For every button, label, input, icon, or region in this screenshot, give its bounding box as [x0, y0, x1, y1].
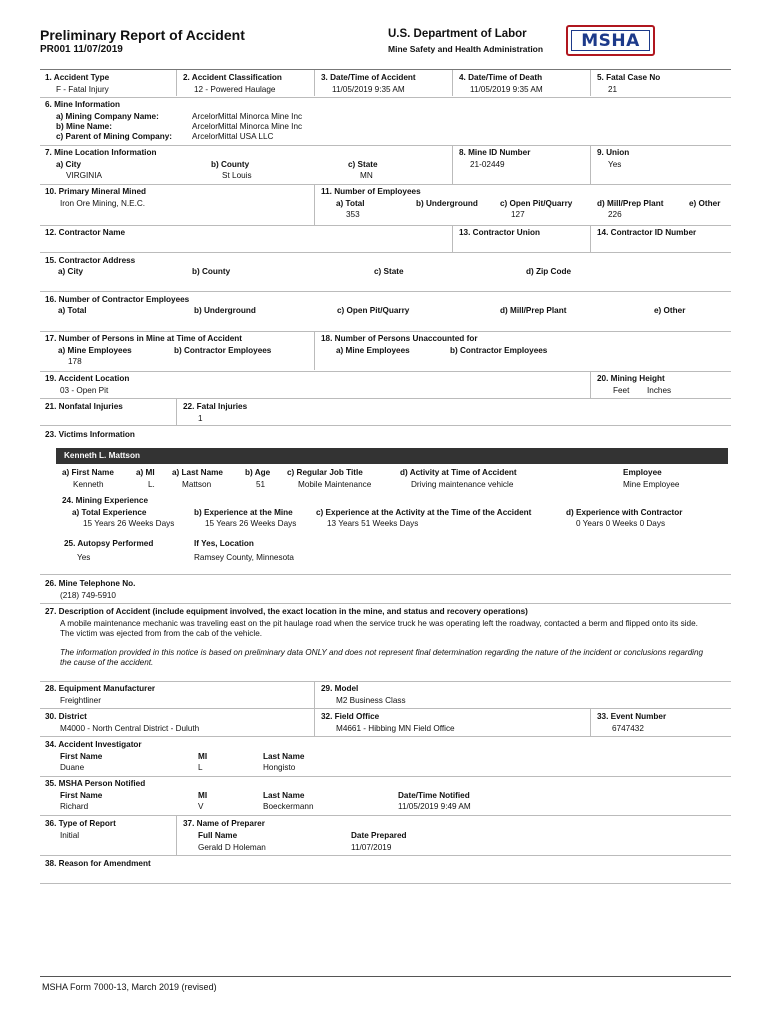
mine-location-label: 7. Mine Location Information: [45, 148, 157, 157]
report-id: PR001 11/07/2019: [40, 44, 123, 55]
model-value: M2 Business Class: [336, 696, 406, 705]
state-value: MN: [360, 171, 373, 180]
divider: [40, 603, 731, 604]
divider: [40, 574, 731, 575]
victim-mi-value: L.: [148, 480, 155, 489]
divider: [40, 398, 731, 399]
disclaimer-line1: The information provided in this notice is based on preliminary data ONLY and does not represent final determination regarding the nature of the incident or conclusions regarding: [60, 648, 704, 657]
divider: [314, 709, 315, 736]
contractor-city-label: a) City: [58, 267, 84, 276]
divider: [40, 252, 731, 253]
employees-total-value: 353: [346, 210, 360, 219]
investigator-first-label: First Name: [60, 752, 103, 761]
investigator-last-label: Last Name: [263, 752, 305, 761]
unaccounted-contractor-label: b) Contractor Employees: [450, 346, 548, 355]
preparer-fullname-value: Gerald D Holeman: [198, 843, 266, 852]
contractor-name-label: 12. Contractor Name: [45, 228, 126, 237]
persons-contractor-label: b) Contractor Employees: [174, 346, 272, 355]
nonfatal-injuries-label: 21. Nonfatal Injuries: [45, 402, 123, 411]
contractor-employees-label: 16. Number of Contractor Employees: [45, 295, 190, 304]
mine-id-value: 21-02449: [470, 160, 505, 169]
contractor-state-label: c) State: [374, 267, 404, 276]
divider: [590, 70, 591, 96]
investigator-mi-label: MI: [198, 752, 208, 761]
victim-age-value: 51: [256, 480, 266, 489]
divider: [40, 184, 731, 185]
divider: [40, 708, 731, 709]
mine-experience-value: 15 Years 26 Weeks Days: [205, 519, 297, 528]
agency-name: Mine Safety and Health Administration: [388, 44, 544, 54]
victims-info-label: 23. Victims Information: [45, 430, 135, 439]
victim-mi-label: a) MI: [136, 468, 155, 477]
accident-datetime-value: 11/05/2019 9:35 AM: [332, 85, 405, 94]
divider: [590, 226, 591, 252]
equipment-manufacturer-value: Freightliner: [60, 696, 101, 705]
notified-datetime-value: 11/05/2019 9:49 AM: [398, 802, 471, 811]
total-experience-label: a) Total Experience: [72, 508, 147, 517]
msha-logo-text: MSHA: [571, 30, 650, 51]
employees-openpit-value: 127: [511, 210, 525, 219]
victim-age-label: b) Age: [245, 468, 271, 477]
msha-logo: [566, 25, 655, 56]
field-office-value: M4661 - Hibbing MN Field Office: [336, 724, 455, 733]
contractor-union-label: 13. Contractor Union: [459, 228, 540, 237]
amendment-reason-label: 38. Reason for Amendment: [45, 859, 151, 868]
autopsy-location-value: Ramsey County, Minnesota: [194, 553, 294, 562]
mining-company-value: ArcelorMittal Minorca Mine Inc: [192, 112, 303, 121]
district-value: M4000 - North Central District - Duluth: [60, 724, 200, 733]
victim-activity-label: d) Activity at Time of Accident: [400, 468, 517, 477]
death-datetime-value: 11/05/2019 9:35 AM: [470, 85, 543, 94]
persons-in-mine-label: 17. Number of Persons in Mine at Time of Accident: [45, 334, 242, 343]
mine-name-label: b) Mine Name:: [56, 122, 112, 131]
contractor-address-label: 15. Contractor Address: [45, 256, 136, 265]
contractor-underground-label: b) Underground: [194, 306, 256, 315]
model-label: 29. Model: [321, 684, 359, 693]
divider: [314, 185, 315, 225]
county-label: b) County: [211, 160, 250, 169]
mining-height-label: 20. Mining Height: [597, 374, 665, 383]
divider: [40, 331, 731, 332]
preparer-fullname-label: Full Name: [198, 831, 238, 840]
divider: [40, 97, 731, 98]
accident-description-line1: A mobile maintenance mechanic was traveling east on the pit haulage road when the service truck he was operating left the roadway, contacted a berm and flipped onto its side.: [60, 619, 698, 628]
divider: [452, 70, 453, 96]
victim-name: Kenneth L. Mattson: [64, 451, 140, 460]
divider: [590, 709, 591, 736]
form-footer: MSHA Form 7000-13, March 2019 (revised): [42, 982, 217, 992]
persons-mine-employees-value: 178: [68, 357, 82, 366]
accident-description-line2: The victim was ejected from from the cab of the vehicle.: [60, 629, 263, 638]
accident-location-value: 03 - Open Pit: [60, 386, 109, 395]
mine-info-label: 6. Mine Information: [45, 100, 121, 109]
victim-first-name-label: a) First Name: [62, 468, 114, 477]
mine-telephone-label: 26. Mine Telephone No.: [45, 579, 136, 588]
disclaimer-line2: the cause of the accident.: [60, 658, 154, 667]
field-office-label: 32. Field Office: [321, 712, 380, 721]
divider: [40, 776, 731, 777]
city-label: a) City: [56, 160, 82, 169]
victim-first-name-value: Kenneth: [73, 480, 104, 489]
department-name: U.S. Department of Labor: [388, 28, 527, 40]
divider: [314, 332, 315, 370]
divider: [40, 425, 731, 426]
notified-first-label: First Name: [60, 791, 103, 800]
autopsy-label: 25. Autopsy Performed: [64, 539, 154, 548]
investigator-label: 34. Accident Investigator: [45, 740, 142, 749]
accident-description-label: 27. Description of Accident (include equipment involved, the exact location in the mine, and status and recovery operations): [45, 607, 528, 616]
divider: [40, 69, 731, 70]
equipment-manufacturer-label: 28. Equipment Manufacturer: [45, 684, 156, 693]
total-experience-value: 15 Years 26 Weeks Days: [83, 519, 175, 528]
victim-activity-value: Driving maintenance vehicle: [411, 480, 514, 489]
autopsy-value: Yes: [77, 553, 91, 562]
victim-header-bar: [56, 448, 728, 464]
contractor-total-label: a) Total: [58, 306, 87, 315]
mine-experience-label: b) Experience at the Mine: [194, 508, 293, 517]
parent-company-value: ArcelorMittal USA LLC: [192, 132, 274, 141]
employees-openpit-label: c) Open Pit/Quarry: [500, 199, 573, 208]
divider: [314, 682, 315, 708]
divider: [40, 371, 731, 372]
accident-type-value: F - Fatal Injury: [56, 85, 109, 94]
persons-mine-employees-label: a) Mine Employees: [58, 346, 132, 355]
accident-datetime-label: 3. Date/Time of Accident: [321, 73, 416, 82]
city-value: VIRGINIA: [66, 171, 102, 180]
notified-last-value: Boeckermann: [263, 802, 314, 811]
victim-job-value: Mobile Maintenance: [298, 480, 372, 489]
divider: [40, 145, 731, 146]
activity-experience-value: 13 Years 51 Weeks Days: [327, 519, 419, 528]
contractor-other-label: e) Other: [654, 306, 686, 315]
employees-mill-value: 226: [608, 210, 622, 219]
contractor-openpit-label: c) Open Pit/Quarry: [337, 306, 410, 315]
notified-last-label: Last Name: [263, 791, 305, 800]
divider: [40, 736, 731, 737]
divider: [40, 815, 731, 816]
activity-experience-label: c) Experience at the Activity at the Time of the Accident: [316, 508, 532, 517]
victim-last-name-value: Mattson: [182, 480, 212, 489]
accident-classification-value: 12 - Powered Haulage: [194, 85, 276, 94]
contractor-experience-label: d) Experience with Contractor: [566, 508, 683, 517]
state-label: c) State: [348, 160, 378, 169]
employees-other-label: e) Other: [689, 199, 721, 208]
divider: [40, 681, 731, 682]
victim-job-label: c) Regular Job Title: [287, 468, 363, 477]
divider: [452, 226, 453, 252]
notified-mi-label: MI: [198, 791, 208, 800]
mining-company-label: a) Mining Company Name:: [56, 112, 159, 121]
employees-underground-label: b) Underground: [416, 199, 478, 208]
victim-last-name-label: a) Last Name: [172, 468, 223, 477]
accident-classification-label: 2. Accident Classification: [183, 73, 282, 82]
persons-unaccounted-label: 18. Number of Persons Unaccounted for: [321, 334, 478, 343]
victim-employee-value: Mine Employee: [623, 480, 680, 489]
notified-first-value: Richard: [60, 802, 89, 811]
date-prepared-value: 11/07/2019: [351, 843, 392, 852]
parent-company-label: c) Parent of Mining Company:: [56, 132, 172, 141]
fatal-injuries-label: 22. Fatal Injuries: [183, 402, 248, 411]
divider: [176, 399, 177, 425]
contractor-zip-label: d) Zip Code: [526, 267, 572, 276]
divider: [176, 816, 177, 855]
event-number-label: 33. Event Number: [597, 712, 667, 721]
divider: [590, 372, 591, 398]
accident-location-label: 19. Accident Location: [45, 374, 130, 383]
report-type-label: 36. Type of Report: [45, 819, 116, 828]
preparer-label: 37. Name of Preparer: [183, 819, 265, 828]
county-value: St Louis: [222, 171, 252, 180]
mining-height-feet: Feet: [613, 386, 630, 395]
contractor-county-label: b) County: [192, 267, 231, 276]
fatal-case-value: 21: [608, 85, 618, 94]
divider: [40, 225, 731, 226]
primary-mineral-label: 10. Primary Mineral Mined: [45, 187, 147, 196]
divider: [40, 883, 731, 884]
contractor-id-label: 14. Contractor ID Number: [597, 228, 697, 237]
divider: [452, 146, 453, 184]
mine-name-value: ArcelorMittal Minorca Mine Inc: [192, 122, 303, 131]
primary-mineral-value: Iron Ore Mining, N.E.C.: [60, 199, 146, 208]
divider: [40, 291, 731, 292]
notified-mi-value: V: [198, 802, 204, 811]
mining-height-inches: Inches: [647, 386, 672, 395]
contractor-experience-value: 0 Years 0 Weeks 0 Days: [576, 519, 666, 528]
person-notified-label: 35. MSHA Person Notified: [45, 779, 146, 788]
divider: [40, 855, 731, 856]
district-label: 30. District: [45, 712, 87, 721]
contractor-mill-label: d) Mill/Prep Plant: [500, 306, 567, 315]
mining-experience-label: 24. Mining Experience: [62, 496, 148, 505]
num-employees-label: 11. Number of Employees: [321, 187, 421, 196]
accident-type-label: 1. Accident Type: [45, 73, 110, 82]
autopsy-location-label: If Yes, Location: [194, 539, 254, 548]
investigator-last-value: Hongisto: [263, 763, 296, 772]
event-number-value: 6747432: [612, 724, 644, 733]
divider: [176, 70, 177, 96]
investigator-first-value: Duane: [60, 763, 85, 772]
employees-total-label: a) Total: [336, 199, 365, 208]
death-datetime-label: 4. Date/Time of Death: [459, 73, 543, 82]
union-value: Yes: [608, 160, 622, 169]
report-type-value: Initial: [60, 831, 80, 840]
footer-divider: [40, 976, 731, 977]
mine-telephone-value: (218) 749-5910: [60, 591, 116, 600]
page-title: Preliminary Report of Accident: [40, 27, 245, 43]
victim-employee-label: Employee: [623, 468, 662, 477]
investigator-mi-value: L: [198, 763, 203, 772]
fatal-injuries-value: 1: [198, 414, 203, 423]
notified-datetime-label: Date/Time Notified: [398, 791, 470, 800]
date-prepared-label: Date Prepared: [351, 831, 407, 840]
fatal-case-label: 5. Fatal Case No: [597, 73, 661, 82]
unaccounted-mine-label: a) Mine Employees: [336, 346, 410, 355]
divider: [590, 146, 591, 184]
mine-id-label: 8. Mine ID Number: [459, 148, 531, 157]
divider: [314, 70, 315, 96]
employees-mill-label: d) Mill/Prep Plant: [597, 199, 664, 208]
union-label: 9. Union: [597, 148, 630, 157]
